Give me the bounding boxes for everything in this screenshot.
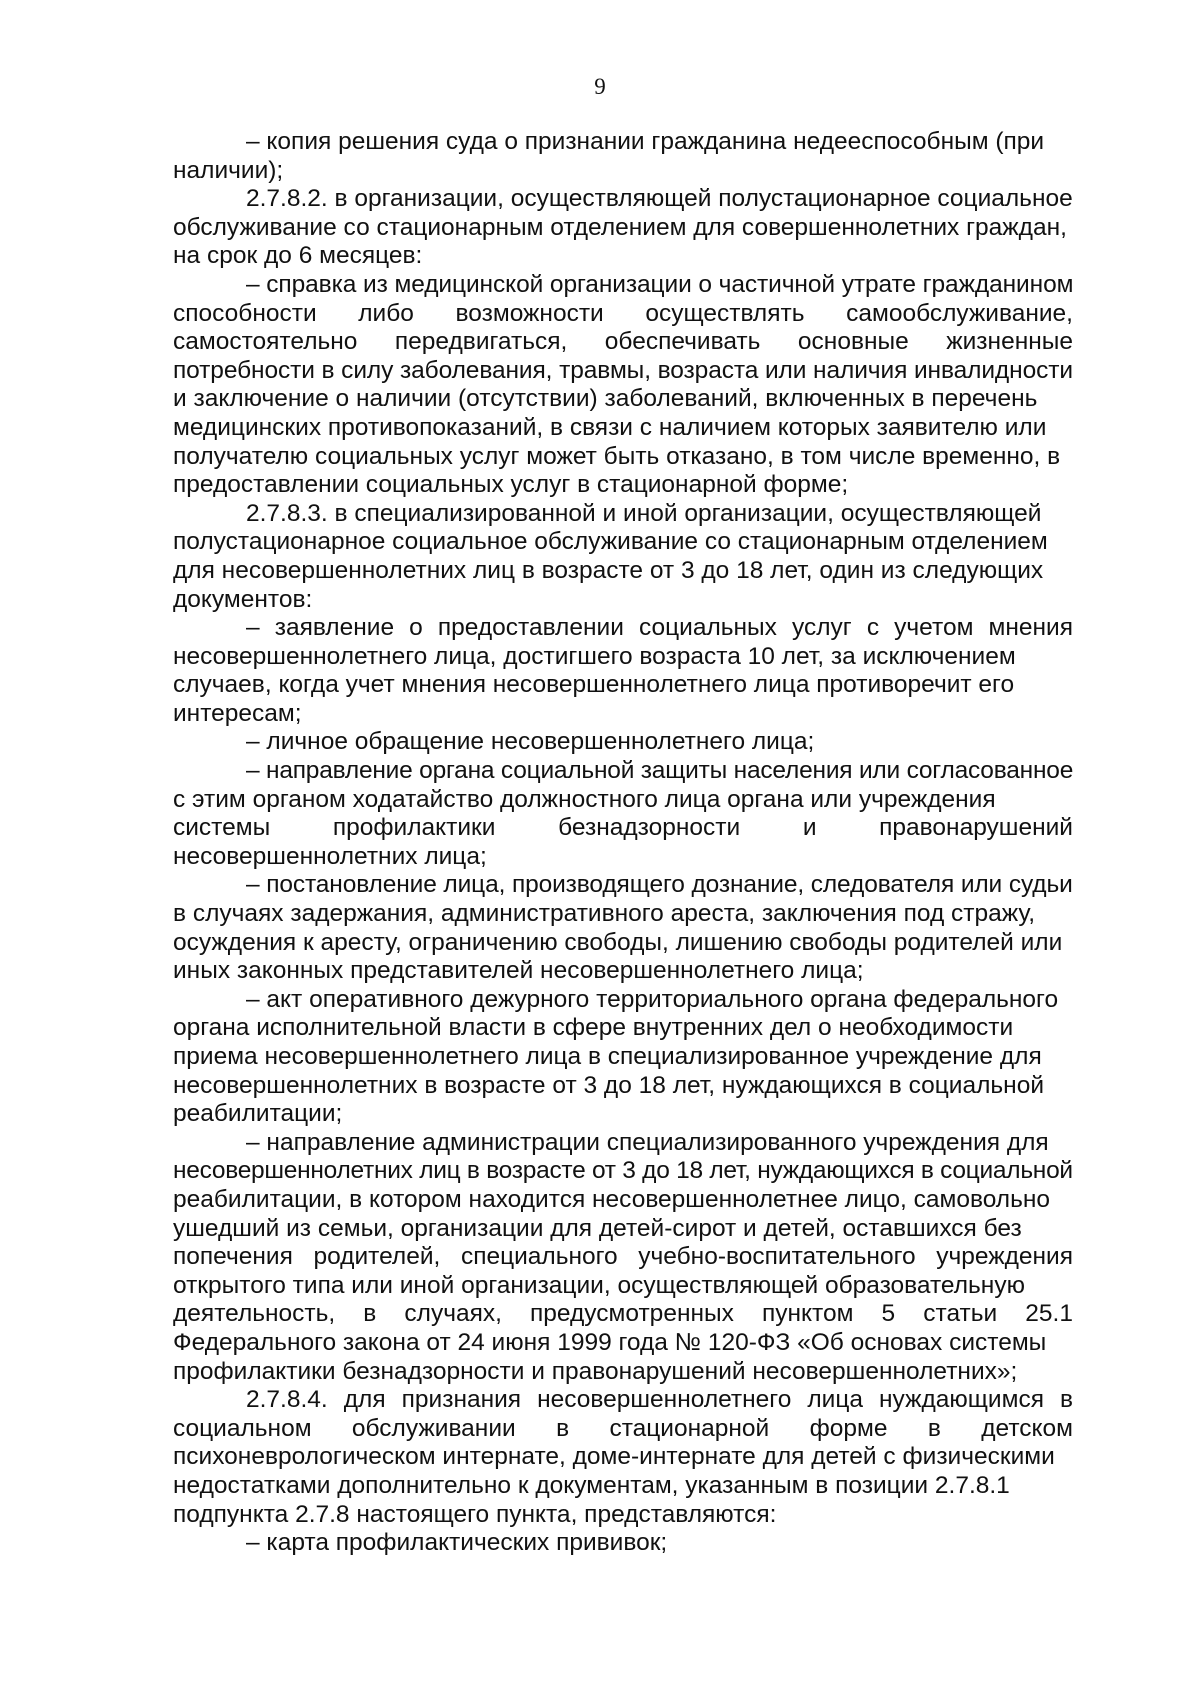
text-line: 2.7.8.2. в организации, осуществляющей полустационарное социальное	[246, 185, 1073, 213]
text-line: и заключение о наличии (отсутствии) заболеваний, включенных в перечень	[173, 385, 1038, 413]
text-line: самостоятельно передвигаться, обеспечивать основные жизненные	[173, 328, 1073, 356]
text-line: попечения родителей, специального учебно-воспитательного учреждения	[173, 1243, 1073, 1271]
text-line: с этим органом ходатайство должностного лица органа или учреждения	[173, 785, 996, 813]
text-line: интересам;	[173, 699, 302, 727]
text-line: Федерального закона от 24 июня 1999 года № 120-ФЗ «Об основах системы	[173, 1328, 1047, 1356]
text-line: несовершеннолетних лиц в возрасте от 3 до 18 лет, нуждающихся в социальной	[173, 1157, 1073, 1185]
text-line: предоставлении социальных услуг в стационарной форме;	[173, 471, 849, 499]
document-body	[173, 128, 1073, 1558]
page-number: 9	[594, 74, 606, 99]
text-line: осуждения к аресту, ограничению свободы, лишению свободы родителей или	[173, 928, 1063, 956]
text-line: открытого типа или иной организации, осуществляющей образовательную	[173, 1271, 1025, 1299]
text-line: профилактики безнадзорности и правонарушений несовершеннолетних»;	[173, 1357, 1018, 1385]
text-line: недостатками дополнительно к документам, указанным в позиции 2.7.8.1	[173, 1471, 1010, 1499]
text-line: – направление администрации специализированного учреждения для	[246, 1128, 1049, 1156]
text-line: – направление органа социальной защиты населения или согласованное	[246, 757, 1074, 785]
text-line: 2.7.8.3. в специализированной и иной организации, осуществляющей	[246, 499, 1042, 527]
text-line: – акт оперативного дежурного территориального органа федерального	[246, 985, 1059, 1013]
text-line: – постановление лица, производящего дознание, следователя или судьи	[246, 871, 1073, 899]
text-line: способности либо возможности осуществлять самообслуживание,	[173, 299, 1073, 327]
text-line: деятельность, в случаях, предусмотренных пунктом 5 статьи 25.1	[173, 1300, 1073, 1328]
text-line: 2.7.8.4. для признания несовершеннолетнего лица нуждающимся в	[246, 1386, 1073, 1414]
text-line: реабилитации;	[173, 1100, 343, 1128]
text-line: иных законных представителей несовершеннолетнего лица;	[173, 957, 864, 985]
text-line: реабилитации, в котором находится несовершеннолетнее лицо, самовольно	[173, 1185, 1051, 1213]
text-line: наличии);	[173, 156, 284, 184]
text-line: – копия решения суда о признании гражданина недееспособным (при	[246, 128, 1045, 155]
text-line: органа исполнительной власти в сфере внутренних дел о необходимости	[173, 1014, 1014, 1042]
text-line: в случаях задержания, административного ареста, заключения под стражу,	[173, 900, 1036, 928]
text-line: получателю социальных услуг может быть отказано, в том числе временно, в	[173, 442, 1061, 470]
text-line: системы профилактики безнадзорности и правонарушений	[173, 814, 1073, 842]
text-line: несовершеннолетних лица;	[173, 842, 487, 870]
text-line: несовершеннолетних в возрасте от 3 до 18 лет, нуждающихся в социальной	[173, 1071, 1045, 1099]
text-line: подпункта 2.7.8 настоящего пункта, представляются:	[173, 1500, 777, 1528]
text-line: для несовершеннолетних лиц в возрасте от 3 до 18 лет, один из следующих	[173, 556, 1044, 584]
text-line: – справка из медицинской организации о частичной утрате гражданином	[246, 270, 1074, 298]
text-line: документов:	[173, 585, 313, 613]
text-line: психоневрологическом интернате, доме-интернате для детей с физическими	[173, 1443, 1055, 1471]
text-line: социальном обслуживании в стационарной форме в детском	[173, 1414, 1073, 1442]
text-line: полустационарное социальное обслуживание со стационарным отделением	[173, 528, 1048, 556]
text-line: случаев, когда учет мнения несовершеннолетнего лица противоречит его	[173, 671, 1015, 699]
text-line: – личное обращение несовершеннолетнего лица;	[246, 728, 815, 756]
text-line: медицинских противопоказаний, в связи с наличием которых заявителю или	[173, 413, 1047, 441]
text-line: – карта профилактических прививок;	[246, 1529, 668, 1557]
text-line: приема несовершеннолетнего лица в специализированное учреждение для	[173, 1043, 1042, 1070]
text-line: ушедший из семьи, организации для детей-сирот и детей, оставшихся без	[173, 1214, 1022, 1242]
text-line: обслуживание со стационарным отделением для совершеннолетних граждан,	[173, 213, 1067, 241]
text-line: на срок до 6 месяцев:	[173, 242, 423, 270]
text-line: – заявление о предоставлении социальных услуг с учетом мнения	[246, 614, 1073, 642]
text-line: несовершеннолетнего лица, достигшего возраста 10 лет, за исключением	[173, 642, 1016, 670]
text-line: потребности в силу заболевания, травмы, возраста или наличия инвалидности	[173, 356, 1073, 384]
